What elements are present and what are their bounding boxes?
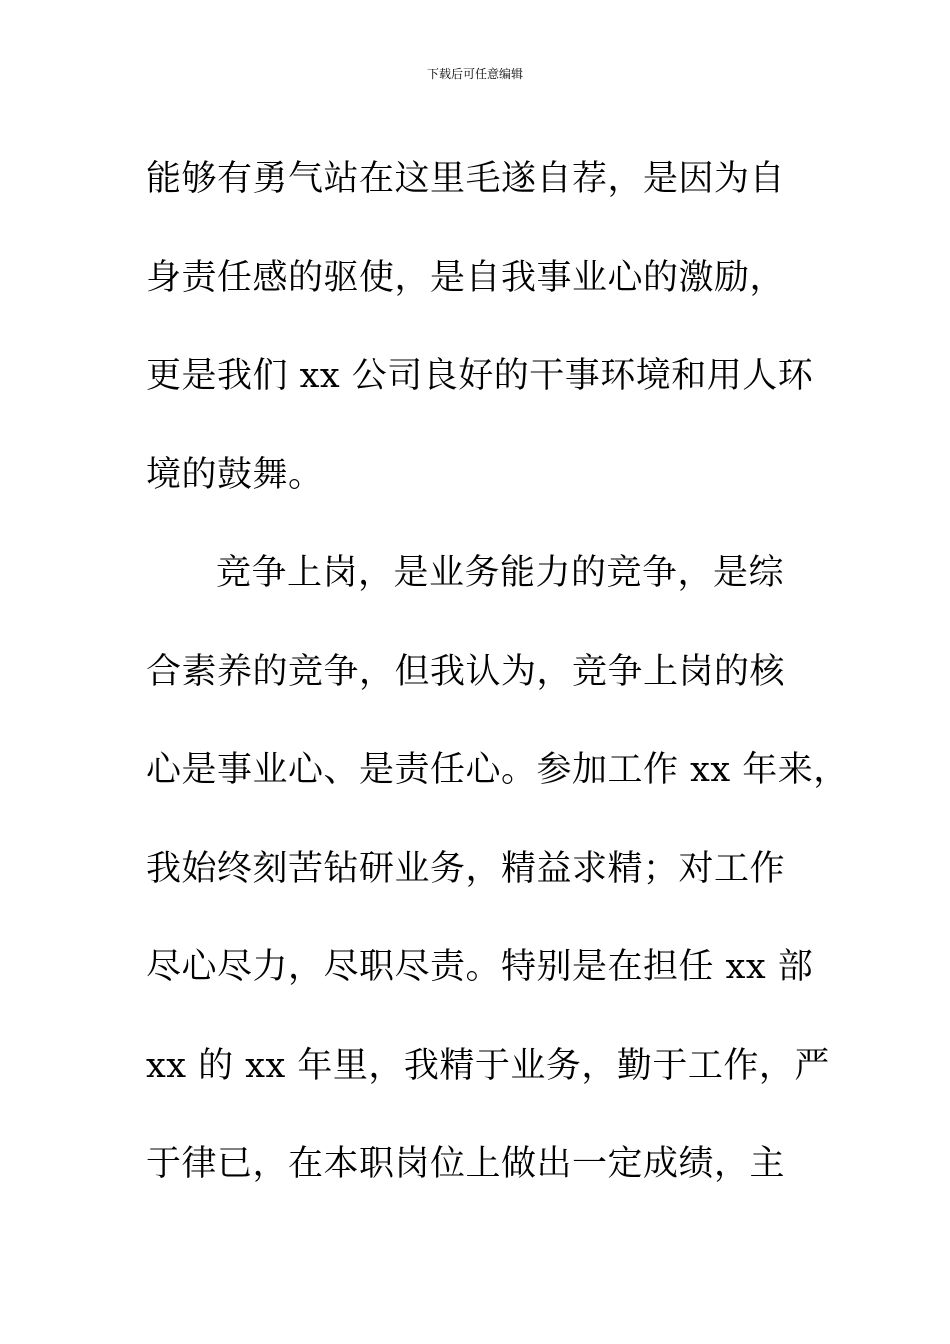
text-line: 于律已，在本职岗位上做出一定成绩，主 — [146, 1144, 786, 1184]
text-line: 境的鼓舞。 — [146, 454, 324, 495]
text-line: 身责任感的驱使，是自我事业心的激励， — [146, 257, 786, 298]
text-line-paragraph-start: 竞争上岗，是业务能力的竞争，是综 — [216, 553, 785, 593]
text-line: xx 的 xx 年里，我精于业务，勤于工作，严 — [146, 1045, 830, 1086]
document-body — [146, 130, 849, 1214]
text-line: 心是事业心、是责任心。参加工作 xx 年来， — [146, 750, 849, 790]
text-line: 尽心尽力，尽职尽责。特别是在担任 xx 部 — [146, 947, 814, 987]
text-line: 更是我们 xx 公司良好的干事环境和用人环 — [146, 356, 814, 396]
text-line: 我始终刻苦钻研业务，精益求精；对工作 — [146, 848, 786, 889]
text-line: 合素养的竞争，但我认为，竞争上岗的核 — [146, 651, 786, 692]
header-note: 下载后可任意编辑 — [426, 67, 523, 81]
text-line: 能够有勇气站在这里毛遂自荐，是因为自 — [146, 159, 786, 199]
